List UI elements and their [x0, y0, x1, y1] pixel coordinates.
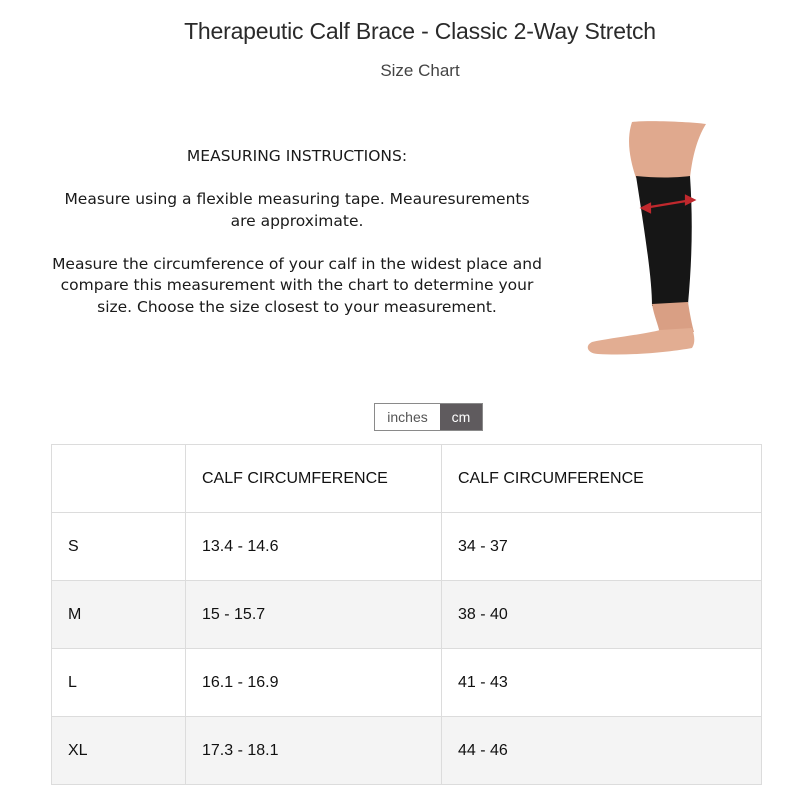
header-cell-cm: CALF CIRCUMFERENCE [442, 445, 762, 513]
unit-toggle-cm[interactable]: cm [440, 404, 482, 430]
page-subtitle: Size Chart [380, 61, 460, 80]
table-row [52, 649, 762, 717]
table-row [52, 581, 762, 649]
measuring-instructions [52, 146, 542, 340]
calf-brace-photo [580, 120, 710, 360]
cm-cell: 41 - 43 [442, 649, 762, 717]
size-cell: XL [52, 717, 186, 785]
unit-toggle [374, 403, 483, 431]
header-cell-size [52, 445, 186, 513]
table-row [52, 717, 762, 785]
size-cell: L [52, 649, 186, 717]
calf-brace-icon [580, 120, 710, 360]
inches-cell: 17.3 - 18.1 [186, 717, 442, 785]
inches-cell: 16.1 - 16.9 [186, 649, 442, 717]
cm-cell: 44 - 46 [442, 717, 762, 785]
inches-cell: 13.4 - 14.6 [186, 513, 442, 581]
instructions-heading: MEASURING INSTRUCTIONS: [186, 147, 408, 165]
page-title: Therapeutic Calf Brace - Classic 2-Way Stretch [184, 18, 656, 44]
instructions-paragraph-1: Measure using a flexible measuring tape. Meauresurements are approximate. [64, 190, 530, 230]
instructions-paragraph-2: Measure the circumference of your calf in the widest place and compare this measurement with the chart to determine your size. Choose the size closest to your measurement. [52, 254, 542, 316]
cm-cell: 34 - 37 [442, 513, 762, 581]
header-cell-inches: CALF CIRCUMFERENCE [186, 445, 442, 513]
table-header-row [52, 445, 762, 513]
cm-cell: 38 - 40 [442, 581, 762, 649]
table-row [52, 513, 762, 581]
size-cell: S [52, 513, 186, 581]
size-chart-table [51, 444, 762, 785]
size-cell: M [52, 581, 186, 649]
inches-cell: 15 - 15.7 [186, 581, 442, 649]
unit-toggle-inches[interactable]: inches [375, 404, 440, 430]
